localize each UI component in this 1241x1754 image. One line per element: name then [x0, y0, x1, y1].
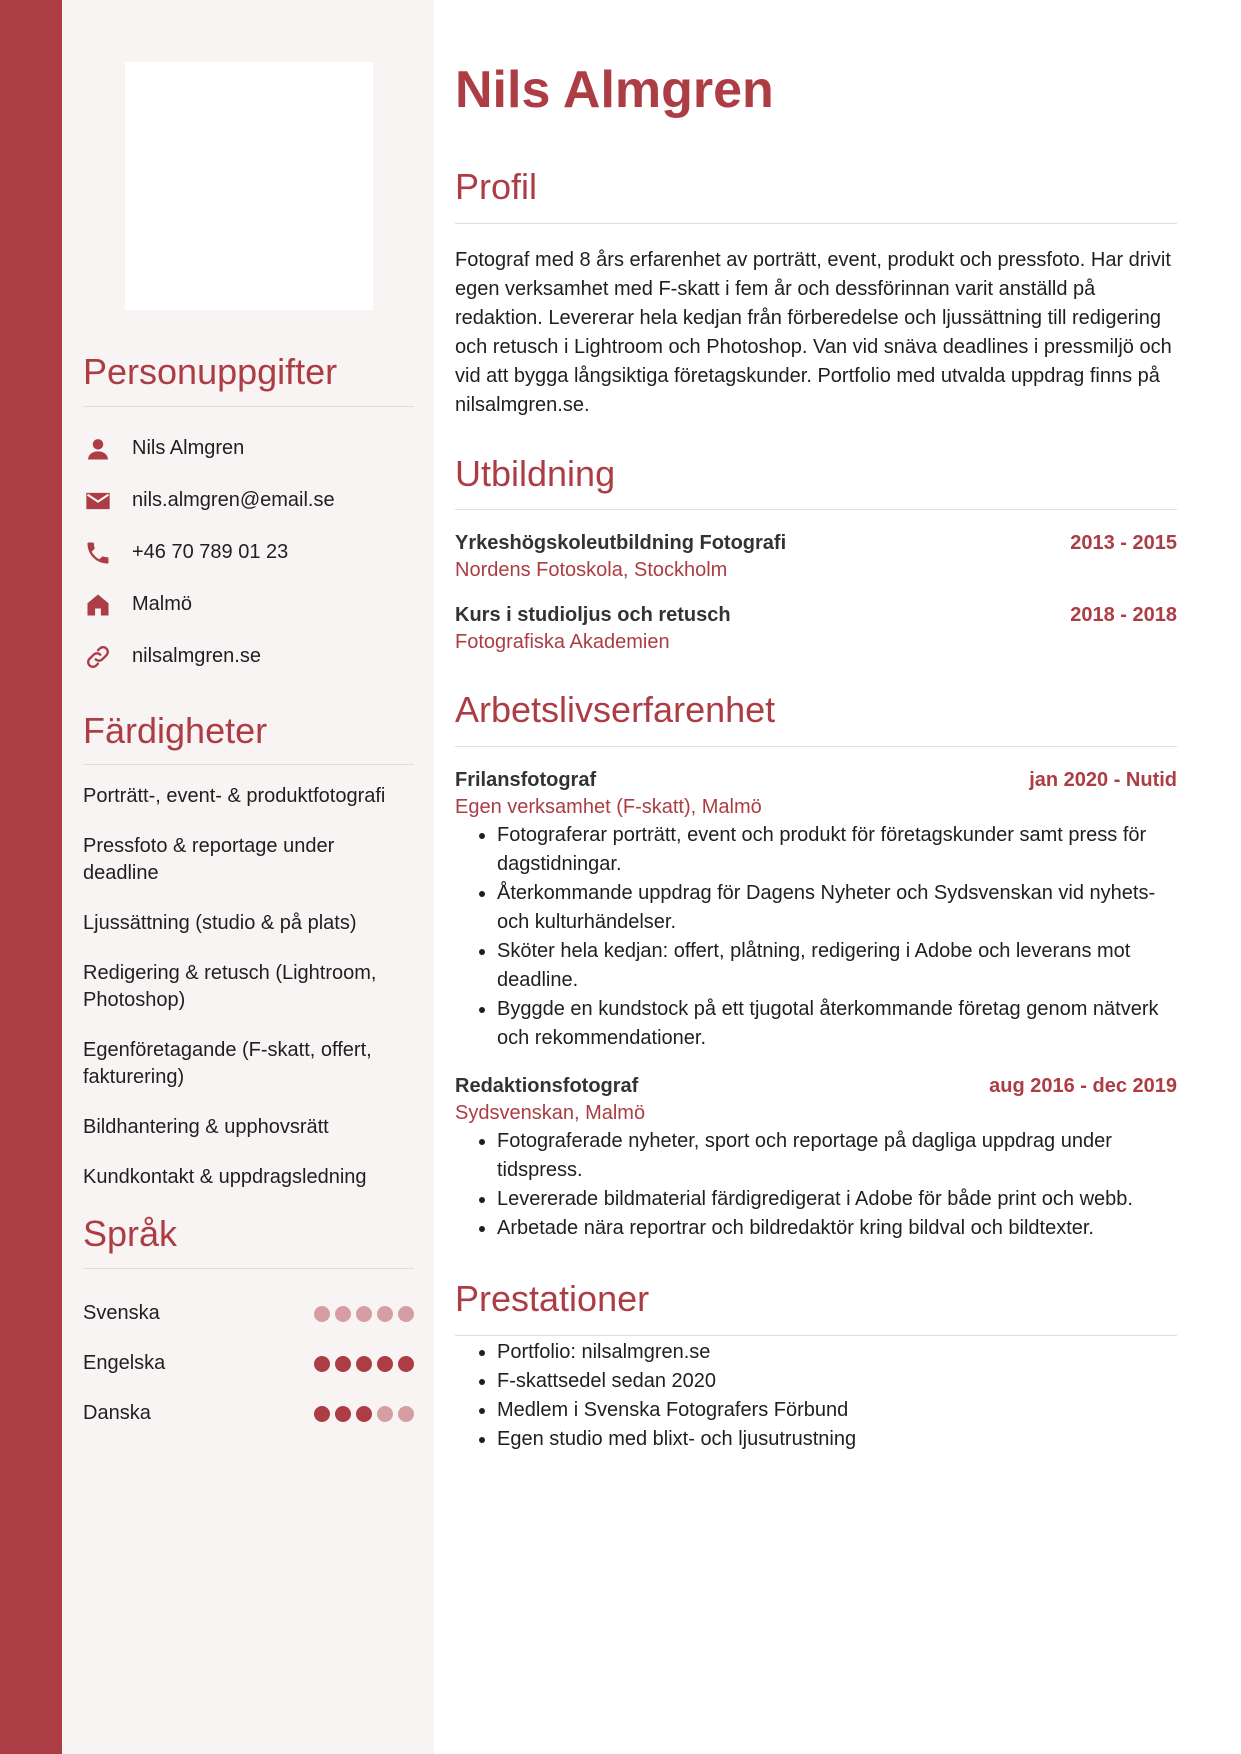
level-dot-filled	[314, 1356, 330, 1372]
level-dot-empty	[314, 1306, 330, 1322]
education-title: Kurs i studioljus och retusch	[455, 604, 731, 627]
job-bullet: • Fotograferade nyheter, sport och reportage på dagliga uppdrag under tidspress.	[497, 1127, 1177, 1185]
job-employer: Egen verksamhet (F-skatt), Malmö	[455, 795, 762, 818]
job-bullet: • Byggde en kundstock på ett tjugotal återkommande företag genom nätverk och rekommendationer.	[497, 995, 1177, 1053]
skill-item: Pressfoto & reportage under deadline	[83, 835, 335, 885]
contact-phone-text[interactable]: +46 70 789 01 23	[132, 541, 289, 564]
job-title: Frilansfotograf	[455, 768, 597, 791]
education-section	[455, 454, 1177, 655]
education-date: 2013 - 2015	[1070, 532, 1177, 555]
job-bullet: • Återkommande uppdrag för Dagens Nyheter och Sydsvenskan vid nyhets- och kulturhändelser.	[497, 879, 1177, 937]
language-row	[83, 1339, 414, 1389]
level-dot-filled	[398, 1356, 414, 1372]
level-dot-empty	[335, 1306, 351, 1322]
education-place: Nordens Fotoskola, Stockholm	[455, 559, 728, 582]
achievements-list	[455, 1338, 1177, 1454]
level-dot-empty	[377, 1406, 393, 1422]
skill-item: Bildhantering & upphovsrätt	[83, 1116, 329, 1139]
language-name: Svenska	[83, 1302, 160, 1325]
contact-website[interactable]	[83, 631, 414, 683]
level-dot-empty	[398, 1406, 414, 1422]
contact-name-text: Nils Almgren	[132, 437, 245, 460]
job-date: aug 2016 - dec 2019	[989, 1074, 1177, 1097]
education-heading: Utbildning	[455, 454, 1177, 511]
experience-heading: Arbetslivserfarenhet	[455, 690, 1177, 747]
job-bullets	[455, 821, 1177, 1053]
level-dot-filled	[356, 1356, 372, 1372]
achievements-heading: Prestationer	[455, 1279, 1177, 1336]
job-date: jan 2020 - Nutid	[1029, 768, 1177, 791]
contact-website-text[interactable]: nilsalmgren.se	[132, 645, 261, 668]
contact-phone[interactable]	[83, 527, 414, 579]
job-entry	[455, 769, 1177, 1053]
skill-item: Redigering & retusch (Lightroom, Photoshop)	[83, 962, 377, 1012]
languages-heading: Språk	[83, 1214, 414, 1269]
accent-stripe	[0, 0, 62, 1754]
education-date: 2018 - 2018	[1070, 604, 1177, 627]
languages-list	[83, 1289, 414, 1439]
personal-heading: Personuppgifter	[83, 352, 414, 407]
phone-icon	[83, 538, 113, 568]
person-icon	[83, 434, 113, 464]
language-name: Danska	[83, 1402, 151, 1425]
level-dot-filled	[377, 1356, 393, 1372]
level-dot-empty	[377, 1306, 393, 1322]
level-dot-filled	[314, 1406, 330, 1422]
language-row	[83, 1389, 414, 1439]
profile-text: Fotograf med 8 års erfarenhet av porträtt, event, produkt och pressfoto. Har drivit egen verksamhet med F-skatt i fem år och dessförinnan varit anställd på redaktion. Levererar hela kedjan från förberedelse och ljussättning till redigering och retusch i Lightroom och Photoshop. Van vid snäva deadlines i pressmiljö och vid att bygga långsiktiga företagskunder. Portfolio med utvalda uppdrag finns på nilsalmgren.se.	[455, 248, 1172, 416]
job-entry	[455, 1075, 1177, 1243]
profile-section	[455, 167, 1177, 420]
link-icon	[83, 642, 113, 672]
contact-email[interactable]	[83, 475, 414, 527]
level-dot-empty	[398, 1306, 414, 1322]
level-dot-filled	[335, 1406, 351, 1422]
email-icon	[83, 486, 113, 516]
main-content	[455, 62, 1177, 1454]
education-place: Fotografiska Akademien	[455, 631, 670, 654]
education-title: Yrkeshögskoleutbildning Fotografi	[455, 532, 787, 555]
skill-item: Kundkontakt & uppdragsledning	[83, 1166, 367, 1189]
education-entry	[455, 532, 1177, 582]
language-level	[314, 1306, 414, 1322]
job-bullets	[455, 1127, 1177, 1243]
job-bullet: • Levererade bildmaterial färdigredigerat i Adobe för både print och webb.	[497, 1185, 1177, 1214]
achievement-item: • F-skattsedel sedan 2020	[497, 1367, 1177, 1396]
language-row	[83, 1289, 414, 1339]
skill-item: Egenföretagande (F-skatt, offert, fakturering)	[83, 1039, 372, 1089]
achievement-item: • Medlem i Svenska Fotografers Förbund	[497, 1396, 1177, 1425]
skill-item: Porträtt-, event- & produktfotografi	[83, 785, 386, 808]
language-name: Engelska	[83, 1352, 166, 1375]
candidate-name: Nils Almgren	[455, 61, 774, 119]
level-dot-filled	[335, 1356, 351, 1372]
language-level	[314, 1406, 414, 1422]
achievement-item: • Egen studio med blixt- och ljusutrustning	[497, 1425, 1177, 1454]
achievement-item: • Portfolio: nilsalmgren.se	[497, 1338, 1177, 1367]
contact-list	[83, 423, 414, 683]
job-bullet: • Fotograferar porträtt, event och produkt för företagskunder samt press för dagstidningar.	[497, 821, 1177, 879]
skills-list	[83, 783, 414, 1191]
job-title: Redaktionsfotograf	[455, 1074, 639, 1097]
level-dot-empty	[356, 1306, 372, 1322]
skill-item: Ljussättning (studio & på plats)	[83, 912, 357, 935]
home-icon	[83, 590, 113, 620]
job-bullet: • Sköter hela kedjan: offert, plåtning, redigering i Adobe och leverans mot deadline.	[497, 937, 1177, 995]
contact-email-text[interactable]: nils.almgren@email.se	[132, 489, 335, 512]
contact-name	[83, 423, 414, 475]
skills-heading: Färdigheter	[83, 711, 414, 766]
contact-location-text: Malmö	[132, 593, 193, 616]
achievements-section	[455, 1279, 1177, 1454]
education-entry	[455, 604, 1177, 654]
job-employer: Sydsvenskan, Malmö	[455, 1101, 646, 1124]
level-dot-filled	[356, 1406, 372, 1422]
contact-location	[83, 579, 414, 631]
profile-heading: Profil	[455, 167, 1177, 224]
job-bullet: • Arbetade nära reportrar och bildredaktör kring bildval och bildtexter.	[497, 1214, 1177, 1243]
experience-section	[455, 690, 1177, 1243]
profile-photo-placeholder	[125, 62, 373, 310]
language-level	[314, 1356, 414, 1372]
sidebar-content	[83, 352, 414, 1439]
